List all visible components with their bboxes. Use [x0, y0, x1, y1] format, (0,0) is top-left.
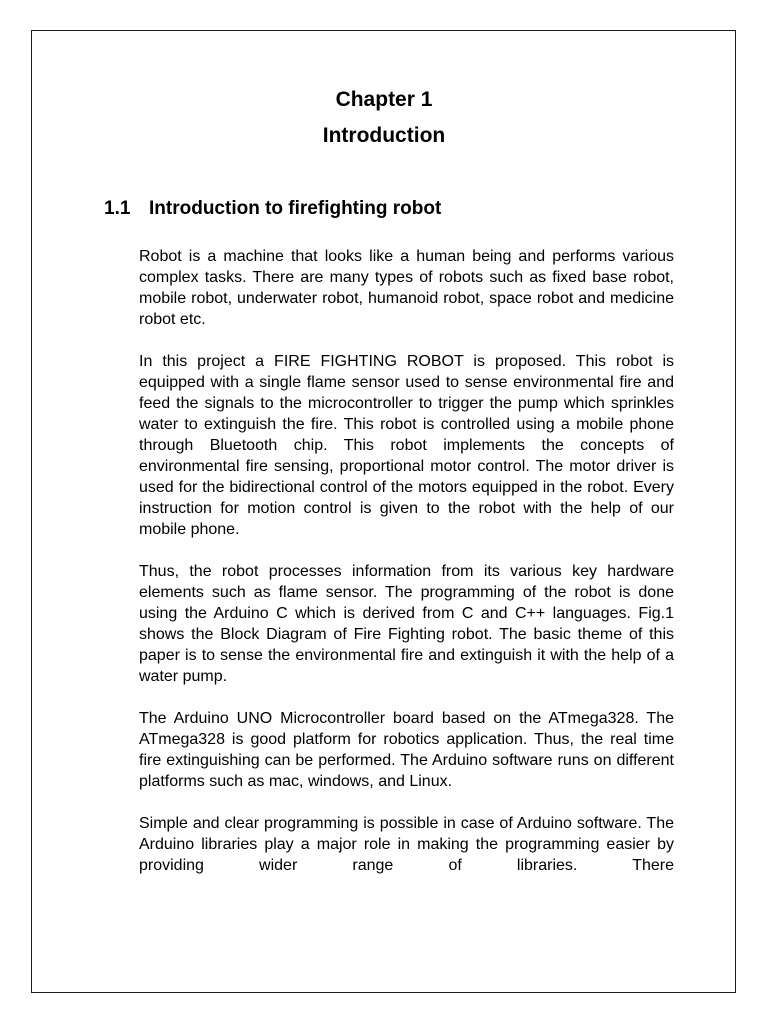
paragraph: Robot is a machine that looks like a human being and performs various complex tasks. There are many types of robots such as fixed base robot, mobile robot, underwater robot, humanoid robot, space robot and medicine robot etc. — [139, 248, 674, 328]
section-number: 1.1 — [104, 198, 131, 219]
paragraph: Simple and clear programming is possible in case of Arduino software. The Arduino libraries play a major role in making the programming easier by providing wider range of libraries. There — [139, 815, 674, 874]
section-title: Introduction to firefighting robot — [149, 198, 442, 219]
paragraph: Thus, the robot processes information from its various key hardware elements such as flame sensor. The programming of the robot is done using the Arduino C which is derived from C and C++ languages. Fig.1 shows the Block Diagram of Fire Fighting robot. The basic theme of this paper is to sense the environmental fire and extinguish it with the help of a water pump. — [139, 563, 674, 685]
paragraph: In this project a FIRE FIGHTING ROBOT is proposed. This robot is equipped with a single flame sensor used to sense environmental fire and feed the signals to the microcontroller to trigger the pump which sprinkles water to extinguish the fire. This robot is controlled using a mobile phone through Bluetooth chip. This robot implements the concepts of environmental fire sensing, proportional motor control. The motor driver is used for the bidirectional control of the motors equipped in the robot. Every instruction for motion control is given to the robot with the help of our mobile phone. — [139, 353, 674, 538]
body-text — [139, 246, 674, 876]
chapter-title: Introduction — [322, 124, 446, 147]
paragraph: The Arduino UNO Microcontroller board based on the ATmega328. The ATmega328 is good platform for robotics application. Thus, the real time fire extinguishing can be performed. The Arduino software runs on different platforms such as mac, windows, and Linux. — [139, 710, 674, 790]
chapter-number: Chapter 1 — [335, 88, 433, 111]
section-heading — [104, 198, 441, 220]
